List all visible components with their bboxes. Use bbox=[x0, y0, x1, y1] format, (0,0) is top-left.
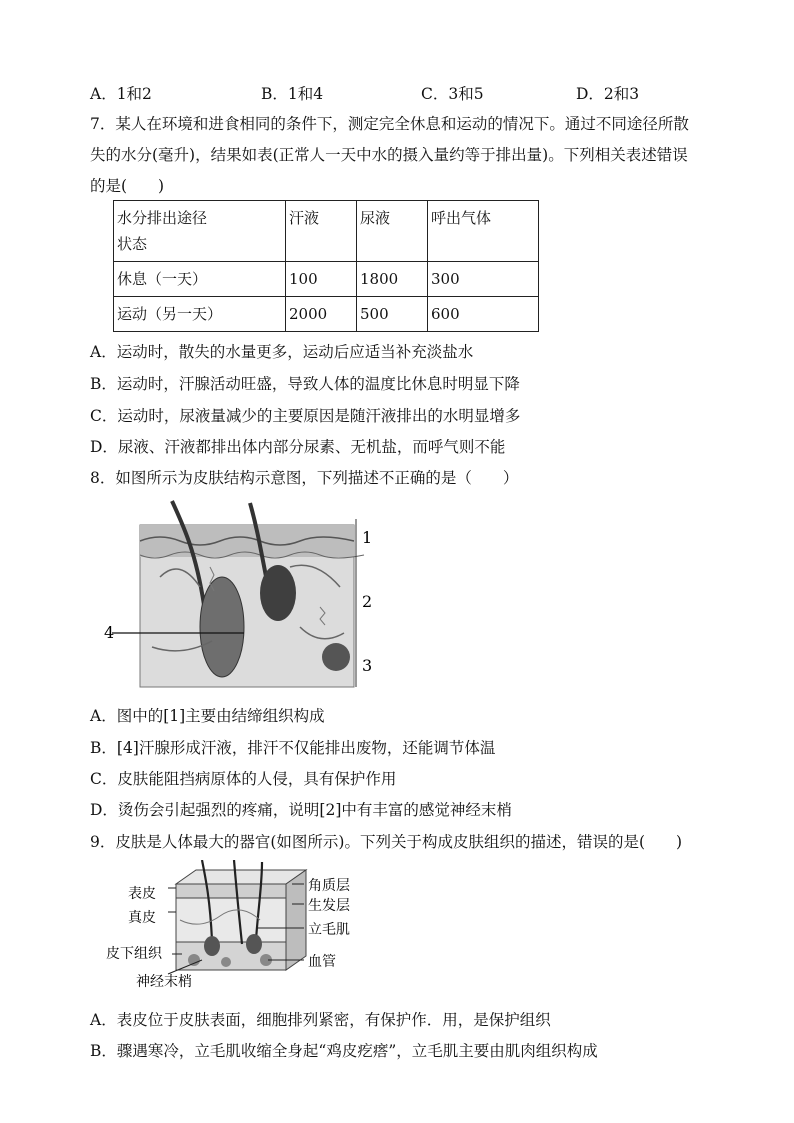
q6-option-c: C．3和5 bbox=[421, 85, 484, 103]
col-header-urine: 尿液 bbox=[357, 201, 428, 262]
q9-label-subcutaneous: 皮下组织 bbox=[106, 946, 162, 962]
skin-layers-figure bbox=[106, 860, 376, 1000]
q6-option-d: D．2和3 bbox=[576, 85, 640, 103]
q7-option-d: D．尿液、汗液都排出体内部分尿素、无机盐，而呼气则不能 bbox=[90, 438, 506, 456]
q8-option-a: A．图中的[1]主要由结缔组织构成 bbox=[90, 707, 325, 725]
q8-option-d: D．烫伤会引起强烈的疼痛，说明[2]中有丰富的感觉神经末梢 bbox=[90, 801, 512, 819]
table-row bbox=[114, 262, 539, 297]
table-header-row bbox=[114, 201, 539, 262]
q9-label-stratum-corneum: 角质层 bbox=[308, 878, 350, 894]
col-header-sweat: 汗液 bbox=[286, 201, 357, 262]
col-header-breath: 呼出气体 bbox=[428, 201, 539, 262]
figure-label-3: 3 bbox=[362, 656, 373, 675]
q7-stem-line-2: 失的水分(毫升)，结果如表(正常人一天中水的摄入量约等于排出量)。下列相关表述错误 bbox=[90, 146, 688, 164]
figure-label-1: 1 bbox=[362, 528, 373, 547]
q7-option-b: B．运动时，汗腺活动旺盛，导致人体的温度比休息时明显下降 bbox=[90, 375, 520, 393]
q8-option-c: C．皮肤能阻挡病原体的人侵，具有保护作用 bbox=[90, 770, 397, 788]
q9-label-arrector-pili: 立毛肌 bbox=[308, 922, 350, 938]
row-label: 休息（一天） bbox=[114, 262, 286, 297]
header-state-label: 状态 bbox=[117, 235, 148, 253]
figure-label-2: 2 bbox=[362, 592, 373, 611]
q8-option-b: B．[4]汗腺形成汗液，排汗不仅能排出废物，还能调节体温 bbox=[90, 739, 496, 757]
table-cell: 1800 bbox=[357, 262, 428, 297]
q7-option-c: C．运动时，尿液量减少的主要原因是随汗液排出的水明显增多 bbox=[90, 407, 521, 425]
figure-label-4: 4 bbox=[104, 623, 115, 642]
q8-stem: 8．如图所示为皮肤结构示意图，下列描述不正确的是（ ） bbox=[90, 469, 519, 487]
q6-options bbox=[90, 82, 710, 104]
q9-option-b: B．骤遇寒冷，立毛肌收缩全身起“鸡皮疙瘩”，立毛肌主要由肌肉组织构成 bbox=[90, 1042, 598, 1060]
q9-option-a: A．表皮位于皮肤表面，细胞排列紧密，有保护作．用，是保护组织 bbox=[90, 1011, 551, 1029]
q6-option-a: A．1和2 bbox=[90, 85, 152, 103]
q6-option-b: B．1和4 bbox=[261, 85, 324, 103]
q7-water-table bbox=[113, 200, 539, 332]
q9-stem: 9．皮肤是人体最大的器官(如图所示)。下列关于构成皮肤组织的描述，错误的是( ) bbox=[90, 833, 683, 851]
header-route-label: 水分排出途径 bbox=[117, 209, 208, 227]
q7-stem-line-3: 的是( ) bbox=[90, 177, 165, 195]
q7-option-a: A．运动时，散失的水量更多，运动后应适当补充淡盐水 bbox=[90, 343, 474, 361]
q7-stem-line-1: 7．某人在环境和进食相同的条件下，测定完全休息和运动的情况下。通过不同途径所散 bbox=[90, 115, 689, 133]
table-cell: 100 bbox=[286, 262, 357, 297]
q9-label-germinative-layer: 生发层 bbox=[308, 898, 350, 914]
table-cell: 600 bbox=[428, 297, 539, 332]
table-row bbox=[114, 297, 539, 332]
q9-label-blood-vessel: 血管 bbox=[308, 954, 336, 970]
table-cell: 500 bbox=[357, 297, 428, 332]
q9-label-nerve-endings: 神经末梢 bbox=[136, 974, 192, 990]
table-corner-header bbox=[114, 201, 286, 262]
table-cell: 300 bbox=[428, 262, 539, 297]
row-label: 运动（另一天） bbox=[114, 297, 286, 332]
q9-label-dermis: 真皮 bbox=[128, 910, 156, 926]
table-cell: 2000 bbox=[286, 297, 357, 332]
skin-structure-figure bbox=[100, 497, 390, 693]
q9-label-epidermis: 表皮 bbox=[128, 886, 156, 902]
